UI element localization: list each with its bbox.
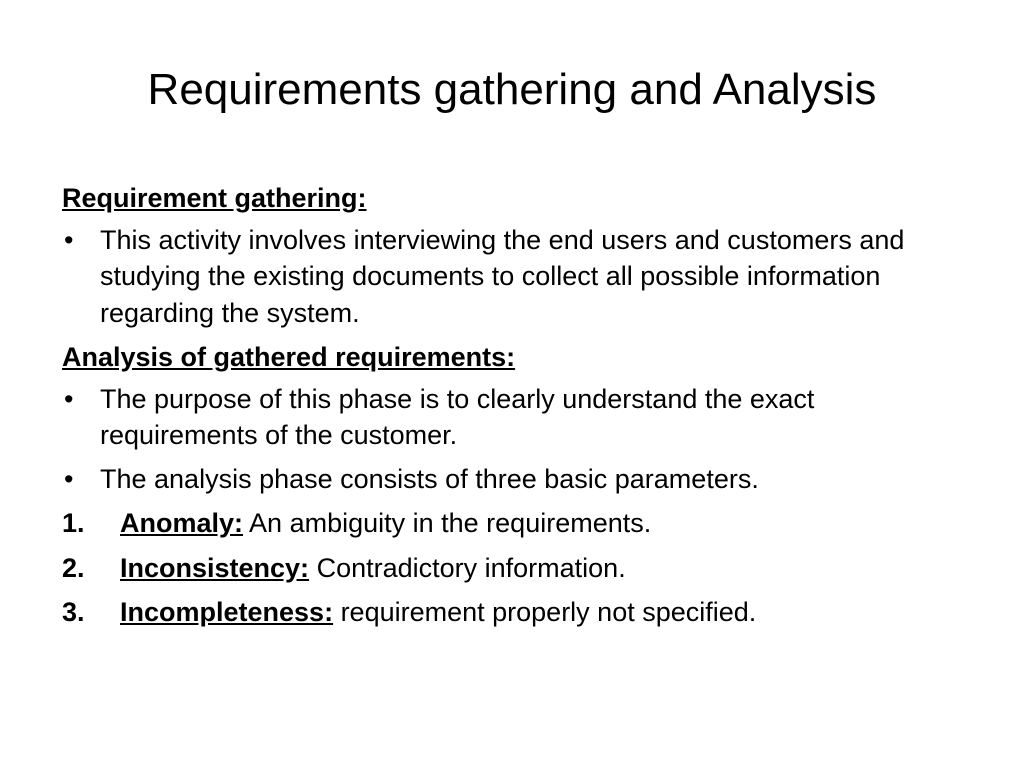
item-number: 3. (62, 596, 85, 627)
item-term: Incompleteness: (120, 596, 334, 627)
item-number: 1. (62, 508, 85, 539)
bullet-text: The purpose of this phase is to clearly understand the exact requirements of the customer. (100, 383, 815, 451)
item-term: Inconsistency: (120, 552, 310, 583)
item-number: 2. (62, 552, 85, 583)
item-description: Contradictory information. (309, 552, 626, 583)
section-heading-analysis: Analysis of gathered requirements: (62, 341, 516, 372)
bullet-marker: • (64, 383, 74, 414)
slide-body (62, 180, 962, 638)
numbered-item-anomaly (62, 505, 962, 541)
bullet-item (62, 381, 962, 453)
item-term: Anomaly: (120, 508, 244, 539)
bullet-item (62, 222, 962, 331)
slide-title: Requirements gathering and Analysis (147, 65, 877, 114)
bullet-marker: • (64, 225, 74, 256)
numbered-item-inconsistency (62, 550, 962, 586)
item-description: requirement properly not specified. (333, 596, 757, 627)
numbered-item-incompleteness (62, 594, 962, 630)
item-description: An ambiguity in the requirements. (243, 508, 652, 539)
bullet-text: The analysis phase consists of three basic parameters. (100, 464, 759, 495)
section-heading-requirement-gathering: Requirement gathering: (62, 183, 367, 213)
bullet-marker: • (64, 464, 74, 495)
bullet-text: This activity involves interviewing the end users and customers and studying the existing documents to collect all possible information regarding the system. (100, 225, 905, 328)
bullet-item (62, 461, 962, 497)
